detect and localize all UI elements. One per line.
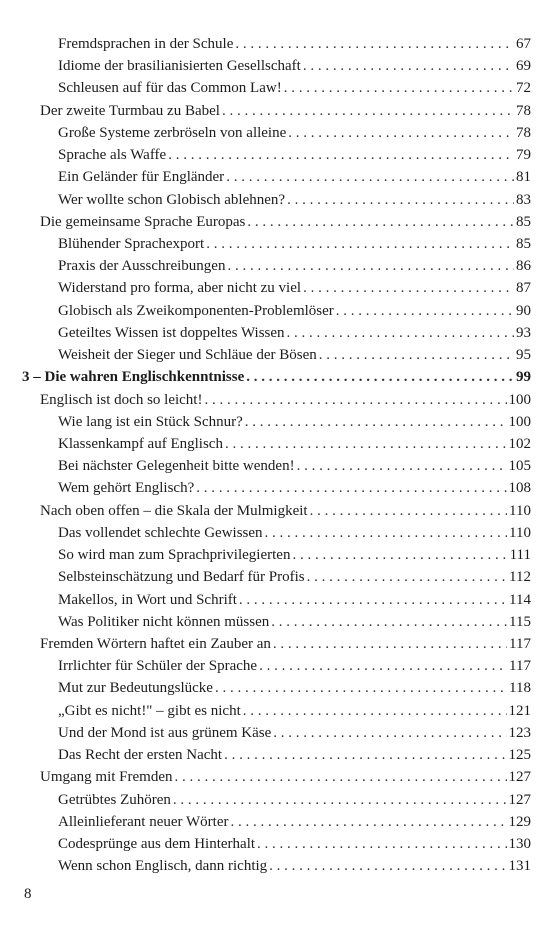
toc-subsection <box>58 433 531 455</box>
toc-entry-page: 130 <box>508 835 531 852</box>
dot-leader <box>235 33 514 55</box>
toc-entry-title: Umgang mit Fremden <box>40 769 173 786</box>
toc-entry-title: Praxis der Ausschreibungen <box>58 258 226 275</box>
toc-entry-title: Widerstand pro forma, aber nicht zu viel <box>58 280 302 297</box>
toc-entry-page: 87 <box>516 280 531 297</box>
dot-leader <box>230 811 506 833</box>
toc-entry-page: 117 <box>509 635 531 652</box>
toc-entry-title: Klassenkampf auf Englisch <box>58 436 223 452</box>
toc-entry-title: Große Systeme zerbröseln von alleine <box>58 124 287 141</box>
dot-leader <box>269 855 506 877</box>
dot-leader <box>307 566 507 588</box>
toc-entry-title: Wer wollte schon Globisch ablehnen? <box>58 191 286 208</box>
toc-subsection <box>58 277 531 299</box>
toc-entry-page: 110 <box>509 502 531 519</box>
toc-subsection <box>58 589 531 611</box>
dot-leader <box>310 500 507 522</box>
toc-entry-title: Blühender Sprachexport <box>58 236 205 252</box>
toc-entry-title: Das Recht der ersten Nacht <box>58 747 223 763</box>
dot-leader <box>297 455 507 477</box>
toc-entry-page: 81 <box>516 169 531 186</box>
toc-subsection <box>58 700 531 722</box>
toc-subsection <box>58 833 531 855</box>
toc-entry-title: So wird man zum Sprachprivilegierten <box>58 547 291 564</box>
toc-subsection <box>58 677 531 699</box>
toc-subsection <box>58 33 531 55</box>
dot-leader <box>303 277 514 299</box>
dot-leader <box>225 433 507 455</box>
toc-entry-page: 78 <box>516 102 531 119</box>
toc-section <box>40 500 531 522</box>
toc-subsection <box>58 189 531 211</box>
dot-leader <box>204 389 506 411</box>
toc-subsection <box>58 789 531 811</box>
toc-entry-page: 99 <box>516 369 531 386</box>
toc-entry-page: 83 <box>516 191 531 208</box>
toc-subsection <box>58 544 531 566</box>
toc-entry-page: 127 <box>508 769 531 786</box>
toc-subsection <box>58 611 531 633</box>
toc-section <box>40 100 531 122</box>
toc-subsection <box>58 744 531 766</box>
toc-entry-title: Englisch ist doch so leicht! <box>40 391 203 408</box>
toc-entry-page: 121 <box>508 702 531 719</box>
toc-entry-title: Getrübtes Zuhören <box>58 791 171 808</box>
toc-entry-page: 93 <box>516 324 531 341</box>
toc-subsection <box>58 566 531 588</box>
dot-leader <box>303 55 514 77</box>
toc-entry-page: 129 <box>508 813 531 830</box>
toc-entry-page: 127 <box>508 791 531 808</box>
toc-entry-title: Selbsteinschätzung und Bedarf für Profis <box>58 569 305 586</box>
toc-entry-title: Fremden Wörtern haftet ein Zauber an <box>40 635 271 652</box>
toc-entry-page: 100 <box>508 391 531 408</box>
toc-subsection <box>58 144 531 166</box>
toc-subsection <box>58 55 531 77</box>
dot-leader <box>319 344 514 366</box>
toc-section <box>40 766 531 788</box>
toc-entry-page: 95 <box>516 347 531 364</box>
toc-entry-title: Weisheit der Sieger und Schläue der Bösen <box>58 347 317 364</box>
toc-entry-title: Codesprünge aus dem Hinterhalt <box>58 835 256 852</box>
toc-entry-page: 111 <box>509 547 531 564</box>
toc-entry-page: 125 <box>508 747 531 763</box>
toc-section <box>40 633 531 655</box>
toc-entry-title: Wie lang ist ein Stück Schnur? <box>58 413 243 430</box>
dot-leader <box>287 189 514 211</box>
toc-subsection <box>58 233 531 255</box>
toc-entry-title: Idiome der brasilianisierten Gesellschaft <box>58 58 301 75</box>
toc-entry-page: 86 <box>516 258 531 275</box>
toc-entry-title: Bei nächster Gelegenheit bitte wenden! <box>58 458 295 475</box>
toc-entry-page: 67 <box>516 36 531 52</box>
toc-entry-title: Was Politiker nicht können müssen <box>58 613 270 630</box>
toc-entry-title: Der zweite Turmbau zu Babel <box>40 102 220 119</box>
toc-entry-title: Sprache als Waffe <box>58 147 167 164</box>
toc-subsection <box>58 477 531 499</box>
toc-subsection <box>58 255 531 277</box>
toc-entry-page: 78 <box>516 124 531 141</box>
toc-chapter <box>22 366 531 388</box>
toc-subsection <box>58 122 531 144</box>
dot-leader <box>243 700 507 722</box>
dot-leader <box>265 522 508 544</box>
toc-entry-title: Makellos, in Wort und Schrift <box>58 591 237 608</box>
toc-entry-page: 115 <box>509 613 531 630</box>
dot-leader <box>215 677 507 699</box>
dot-leader <box>257 833 506 855</box>
dot-leader <box>196 477 506 499</box>
toc-subsection <box>58 522 531 544</box>
dot-leader <box>168 144 514 166</box>
dot-leader <box>273 633 507 655</box>
dot-leader <box>173 789 507 811</box>
toc-entry-title: Globisch als Zweikomponenten-Problemlöser <box>58 302 334 319</box>
dot-leader <box>288 122 514 144</box>
dot-leader <box>245 411 507 433</box>
dot-leader <box>226 166 514 188</box>
toc-entry-title: Irrlichter für Schüler der Sprache <box>58 658 258 675</box>
toc-entry-page: 114 <box>509 591 531 608</box>
toc-subsection <box>58 344 531 366</box>
toc-subsection <box>58 722 531 744</box>
dot-leader <box>224 744 506 766</box>
toc-section <box>40 389 531 411</box>
toc-entry-page: 112 <box>509 569 531 586</box>
toc-entry-page: 105 <box>508 458 531 475</box>
toc-entry-title: Fremdsprachen in der Schule <box>58 36 234 52</box>
toc-subsection <box>58 455 531 477</box>
dot-leader <box>292 544 507 566</box>
toc-entry-page: 110 <box>509 524 531 541</box>
toc-entry-title: Alleinlieferant neuer Wörter <box>58 813 229 830</box>
toc-entry-title: „Gibt es nicht!" – gibt es nicht <box>58 702 241 719</box>
toc-subsection <box>58 411 531 433</box>
toc-entry-title: Wenn schon Englisch, dann richtig <box>58 858 268 875</box>
dot-leader <box>271 611 507 633</box>
toc-entry-title: Die gemeinsame Sprache Europas <box>40 213 246 230</box>
dot-leader <box>246 366 514 388</box>
toc-section <box>40 211 531 233</box>
toc-subsection <box>58 855 531 877</box>
dot-leader <box>287 322 514 344</box>
toc-entry-page: 69 <box>516 58 531 75</box>
toc-subsection <box>58 300 531 322</box>
toc-entry-title: Geteiltes Wissen ist doppeltes Wissen <box>58 324 285 341</box>
toc-entry-title: Das vollendet schlechte Gewissen <box>58 524 263 541</box>
dot-leader <box>227 255 514 277</box>
toc-entry-title: Schleusen auf für das Common Law! <box>58 80 282 97</box>
toc-entry-page: 79 <box>516 147 531 164</box>
toc-entry-title: Nach oben offen – die Skala der Mulmigkeit <box>40 502 308 519</box>
toc-entry-title: Wem gehört Englisch? <box>58 480 195 497</box>
dot-leader <box>284 77 514 99</box>
dot-leader <box>174 766 506 788</box>
dot-leader <box>247 211 514 233</box>
toc-entry-page: 118 <box>509 680 531 697</box>
toc-entry-page: 117 <box>509 658 531 675</box>
toc-entry-title: Und der Mond ist aus grünem Käse <box>58 724 272 741</box>
toc-entry-page: 131 <box>508 858 531 875</box>
toc-entry-page: 90 <box>516 302 531 319</box>
toc-entry-page: 85 <box>516 213 531 230</box>
toc-entry-page: 123 <box>508 724 531 741</box>
dot-leader <box>206 233 514 255</box>
toc-entry-title: 3 – Die wahren Englischkenntnisse <box>22 369 245 386</box>
toc-entry-title: Mut zur Bedeutungslücke <box>58 680 213 697</box>
dot-leader <box>273 722 506 744</box>
toc-subsection <box>58 166 531 188</box>
toc-subsection <box>58 811 531 833</box>
dot-leader <box>222 100 514 122</box>
toc-entry-page: 102 <box>508 436 531 452</box>
dot-leader <box>239 589 507 611</box>
toc-entry-page: 108 <box>508 480 531 497</box>
toc-entry-page: 85 <box>516 236 531 252</box>
toc-entry-page: 100 <box>508 413 531 430</box>
toc-entry-page: 72 <box>516 80 531 97</box>
dot-leader <box>259 655 507 677</box>
toc-subsection <box>58 77 531 99</box>
page-number: 8 <box>24 886 32 902</box>
toc-subsection <box>58 655 531 677</box>
toc-entry-title: Ein Geländer für Engländer <box>58 169 225 186</box>
dot-leader <box>336 300 514 322</box>
toc-subsection <box>58 322 531 344</box>
